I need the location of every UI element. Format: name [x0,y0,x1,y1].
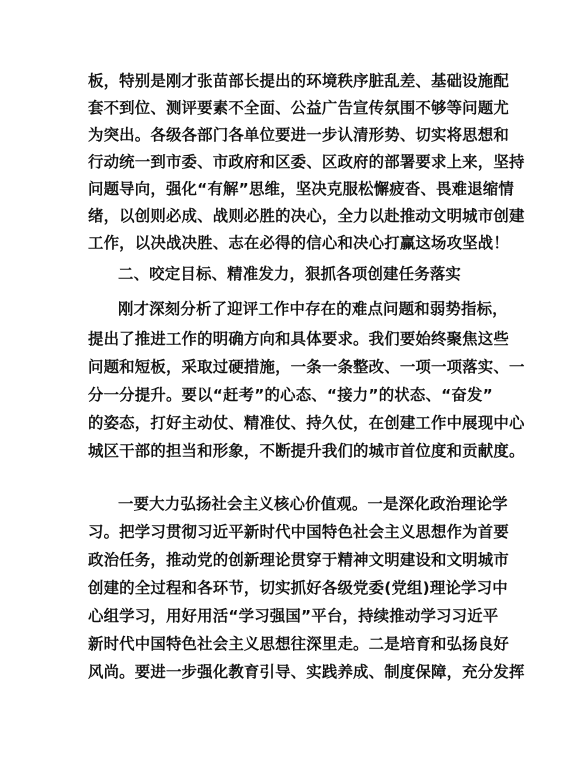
text-line: 问题导向，强化“有解”思维，坚决克服松懈疲沓、畏难退缩情 [88,180,514,198]
text-line: 行动统一到市委、市政府和区委、区政府的部署要求上来，坚持 [88,153,525,171]
text-line: 政治任务，推动党的创新理论贯穿于精神文明建设和文明城市 [88,551,509,569]
text-line: 的姿态，打好主动仗、精准仗、持久仗，在创建工作中展现中心 [88,414,525,432]
text-line: 刚才深刻分析了迎评工作中存在的难点问题和弱势指标， [118,300,508,318]
text-line: 套不到位、测评要素不全面、公益广告宣传氛围不够等问题尤 [88,99,509,117]
heading-line: 二、咬定目标、精准发力，狠抓各项创建任务落实 [118,265,461,283]
text-line: 提出了推进工作的明确方向和具体要求。我们要始终聚焦这些 [88,330,509,348]
text-line: 风尚。要进一步强化教育引导、实践养成、制度保障，充分发挥 [88,663,525,681]
text-line: 分一分提升。要以“赶考”的心态、“接力”的状态、“奋发” [88,386,493,404]
text-line: 城区干部的担当和形象，不断提升我们的城市首位度和贡献度。 [88,442,525,460]
text-line: 创建的全过程和各环节，切实抓好各级党委(党组)理论学习中 [88,579,508,597]
text-line: 板，特别是刚才张苗部长提出的环境秩序脏乱差、基础设施配 [88,72,509,90]
text-line: 新时代中国特色社会主义思想往深里走。二是培育和弘扬良好 [88,635,509,653]
text-line: 心组学习，用好用活“学习强国”平台，持续推动学习习近平 [88,607,499,625]
text-line: 为突出。各级各部门各单位要进一步认清形势、切实将思想和 [88,126,509,144]
text-line: 绪，以创则必成、战则必胜的决心，全力以赴推动文明城市创建 [88,207,525,225]
text-line: 问题和短板，采取过硬措施，一条一条整改、一项一项落实、一 [88,358,525,376]
text-line: 一要大力弘扬社会主义核心价值观。一是深化政治理论学 [118,495,508,513]
text-line: 习。把学习贯彻习近平新时代中国特色社会主义思想作为首要 [88,523,509,541]
text-line: 工作，以决战决胜、志在必得的信心和决心打赢这场攻坚战！ [88,234,509,252]
